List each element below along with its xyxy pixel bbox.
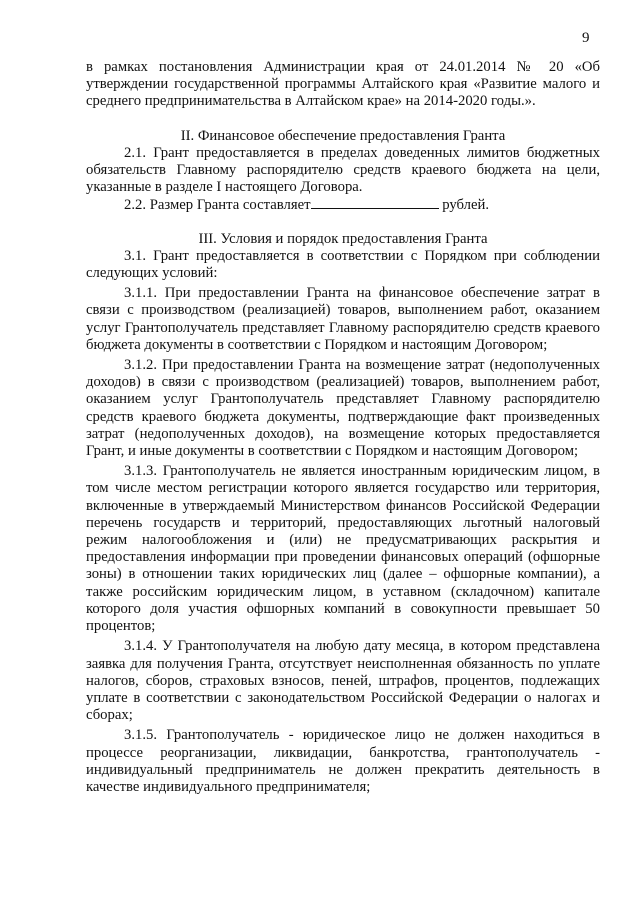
clause-3-1-1: 3.1.1. При предоставлении Гранта на финансовое обеспечение затрат в связи с производством (реализацией) товаров, выполнением работ, оказанием услуг Грантополучатель представляет Главному распорядителю средств краевого бюджета документы в соответствии с Порядком и настоящим Договором; (86, 285, 600, 353)
page-number: 9 (582, 30, 590, 46)
clause-3-1: 3.1. Грант предоставляется в соответствии с Порядком при соблюдении следующих условий: (86, 247, 600, 282)
clause-2-2 (86, 196, 600, 214)
clause-3-1-3: 3.1.3. Грантополучатель не является иностранным юридическим лицом, в том числе местом регистрации которого является государство или территория, включенные в утверждаемый Министерством финансов Российской Федерации перечень государств и территорий, предоставляющих льготный налоговый режим налогообложения и (или) не предусматривающих раскрытия и предоставления информации при проведении финансовых операций (офшорные зоны) в отношении таких юридических лиц (далее – офшорные компании), а также российским юридическим лицом, в уставном (складочном) капитале которого доля участия офшорных компаний в совокупности превышает 50 процентов; (86, 463, 600, 635)
clause-2-1: 2.1. Грант предоставляется в пределах доведенных лимитов бюджетных обязательств Главному распорядителю средств краевого бюджета на цели, указанные в разделе I настоящего Договора. (86, 144, 600, 196)
document-body (86, 59, 600, 796)
intro-paragraph: в рамках постановления Администрации края от 24.01.2014 № 20 «Об утверждении государственной программы Алтайского края «Развитие малого и среднего предпринимательства в Алтайском крае» на 2014-2020 годы.». (86, 59, 600, 110)
clause-2-2-text: 2.2. Размер Гранта составляет (124, 197, 311, 214)
clause-3-1-5: 3.1.5. Грантополучатель - юридическое лицо не должен находиться в процессе реорганизации, ликвидации, банкротства, грантополучатель - индивидуальный предприниматель не должен прекратить деятельность в качестве индивидуального предпринимателя; (86, 727, 600, 795)
section-2-heading: II. Финансовое обеспечение предоставления Гранта (180, 127, 506, 144)
section-3-heading: III. Условия и порядок предоставления Гранта (198, 230, 488, 247)
amount-blank-line (311, 196, 439, 209)
clause-3-1-4: 3.1.4. У Грантополучателя на любую дату месяца, в котором представлена заявка для получения Гранта, отсутствует неисполненная обязанность по уплате налогов, сборов, страховых взносов, пеней, штрафов, процентов, подлежащих уплате в соответствии с законодательством Российской Федерации о налогах и сборах; (86, 638, 600, 724)
clause-3-1-2: 3.1.2. При предоставлении Гранта на возмещение затрат (недополученных доходов) в связи с производством (реализацией) товаров, выполнением работ, оказанием услуг Грантополучатель представляет Главному распорядителю средств краевого бюджета документы, подтверждающие факт произведенных затрат (недополученных доходов), на возмещение которых предоставляется Грант, и иные документы в соответствии с Порядком и настоящим Договором; (86, 357, 600, 460)
clause-2-2-unit: рублей. (442, 197, 489, 214)
